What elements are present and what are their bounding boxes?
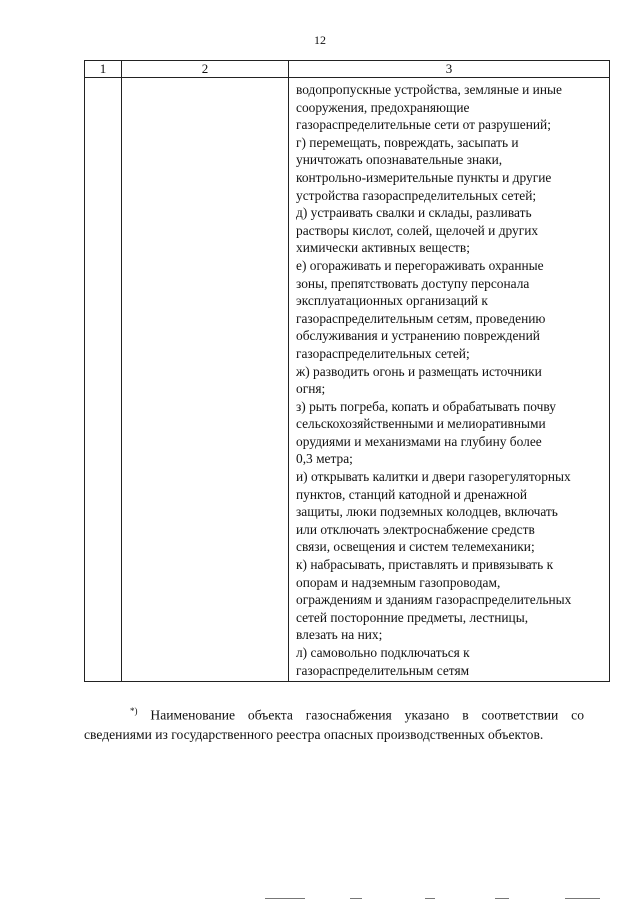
text-line: сооружения, предохраняющие: [296, 99, 470, 115]
text-line: огня;: [296, 381, 326, 397]
text-line: к) набрасывать, приставлять и привязывать к: [296, 557, 554, 573]
text-line: сельскохозяйственными и мелиоративными: [296, 416, 546, 432]
text-line: влезать на них;: [296, 627, 383, 643]
column-header-3: 3: [289, 61, 610, 78]
text-line: пунктов, станций катодной и дренажной: [296, 486, 528, 502]
text-line: 0,3 метра;: [296, 451, 353, 467]
scan-artifact-marks: [265, 898, 615, 900]
text-line: и) открывать калитки и двери газорегуляторных: [296, 469, 571, 485]
text-line: зоны, препятствовать доступу персонала: [296, 275, 530, 291]
text-line: устройства газораспределительных сетей;: [296, 187, 537, 203]
text-line: газораспределительных сетей;: [296, 345, 470, 361]
text-line: сетей посторонние предметы, лестницы,: [296, 609, 529, 625]
footnote-marker: *): [130, 706, 138, 716]
table-cell-col1: [85, 78, 122, 682]
table-header-row: [85, 61, 610, 78]
text-line: з) рыть погреба, копать и обрабатывать почву: [296, 398, 556, 414]
table-cell-col3: [289, 78, 610, 682]
text-line: контрольно-измерительные пункты и другие: [296, 169, 552, 185]
document-table: [84, 60, 610, 682]
text-line: уничтожать опознавательные знаки,: [296, 152, 503, 168]
text-line: растворы кислот, солей, щелочей и других: [296, 222, 539, 238]
text-line: связи, освещения и систем телемеханики;: [296, 539, 535, 555]
table-row: [85, 78, 610, 682]
column-header-1: 1: [85, 61, 122, 78]
table-cell-col2: [122, 78, 289, 682]
text-line: г) перемещать, повреждать, засыпать и: [296, 134, 519, 150]
text-line: л) самовольно подключаться к: [296, 645, 470, 660]
text-line: химически активных веществ;: [296, 240, 470, 256]
footnote: [84, 702, 584, 744]
text-line: ж) разводить огонь и размещать источники: [296, 363, 542, 379]
text-line: опорам и надземным газопроводам,: [296, 574, 501, 590]
text-line: эксплуатационных организаций к: [296, 293, 488, 309]
column-header-2: 2: [122, 61, 289, 78]
text-line: газораспределительным сетям, проведению: [296, 310, 546, 326]
text-line: водопропускные устройства, земляные и иные: [296, 82, 562, 97]
text-line: газораспределительным сетям: [296, 662, 470, 678]
page-number: 12: [314, 33, 326, 47]
text-line: д) устраивать свалки и склады, разливать: [296, 205, 532, 221]
text-line: ограждениям и зданиям газораспределительных: [296, 592, 572, 608]
text-line: или отключать электроснабжение средств: [296, 521, 535, 537]
text-line: обслуживания и устранению повреждений: [296, 328, 540, 344]
text-line: е) огораживать и перегораживать охранные: [296, 257, 544, 273]
text-line: орудиями и механизмами на глубину более: [296, 433, 542, 449]
text-line: защиты, люки подземных колодцев, включать: [296, 504, 558, 520]
footnote-text: Наименование объекта газоснабжения указано в соответствии со сведениями из государственного реестра опасных производственных объектов.: [84, 707, 584, 742]
text-line: газораспределительные сети от разрушений;: [296, 117, 551, 133]
